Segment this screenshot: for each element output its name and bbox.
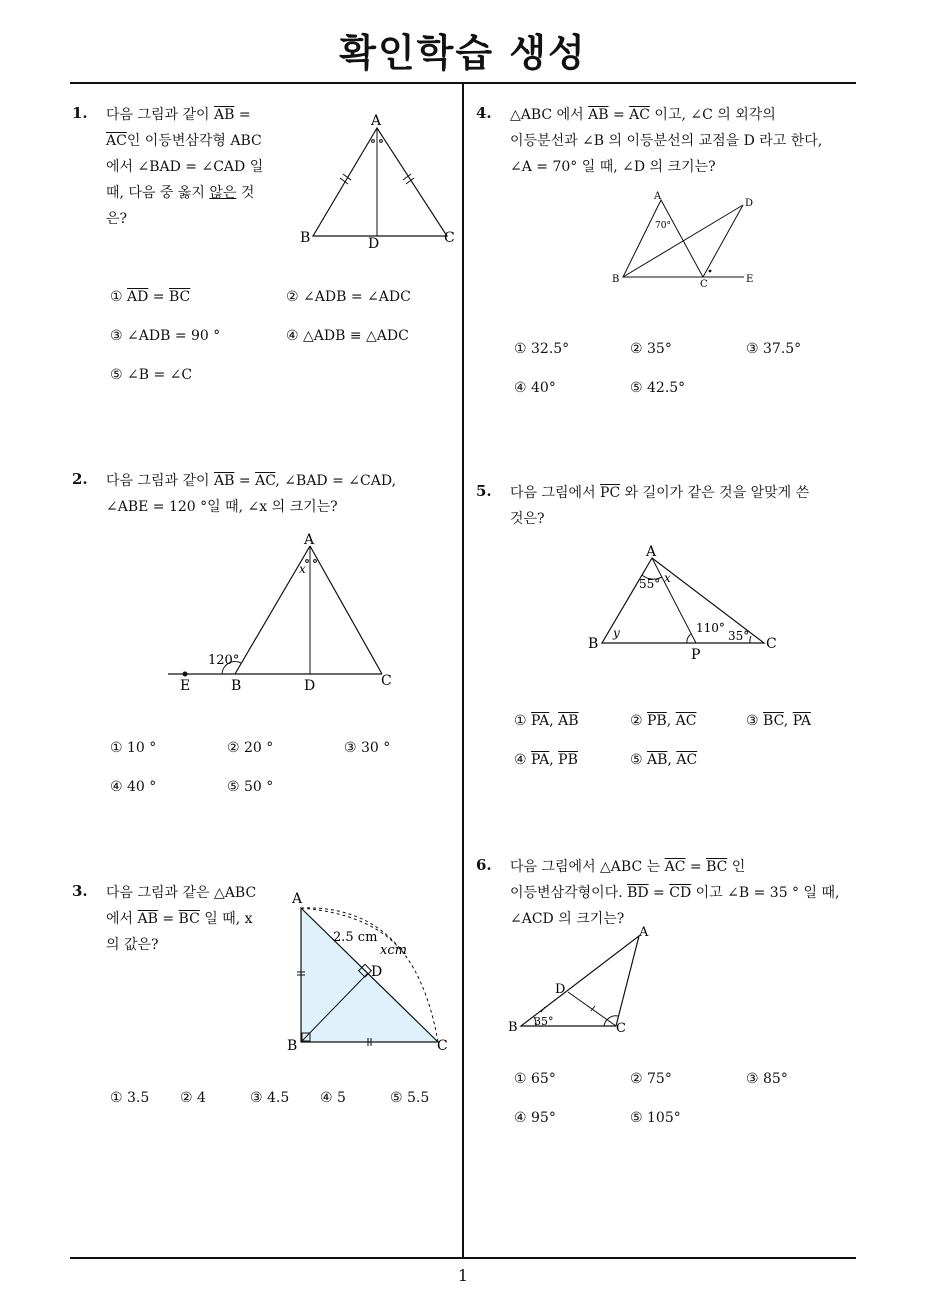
- q5-label-b: B: [588, 636, 599, 652]
- page-number: 1: [457, 1266, 469, 1285]
- q6-choice-5[interactable]: ⑤ 105°: [630, 1110, 681, 1126]
- q1-label-a: A: [371, 113, 382, 129]
- q2-label-c: C: [381, 673, 392, 689]
- q6-choice-4[interactable]: ④ 95°: [514, 1110, 556, 1126]
- q6-label-d: D: [555, 982, 566, 997]
- q6-label-a: A: [639, 925, 649, 940]
- q3-label-b: B: [287, 1038, 298, 1054]
- q1-label-c: C: [444, 230, 455, 246]
- q4-choice-3[interactable]: ③ 37.5°: [746, 341, 802, 357]
- q2-number: 2.: [72, 470, 88, 488]
- q1-figure: [296, 108, 466, 258]
- q3-number: 3.: [72, 882, 88, 900]
- bottom-divider: [70, 1257, 856, 1259]
- q1-label-b: B: [300, 230, 311, 246]
- q5-label-110: 110°: [696, 621, 725, 635]
- q6-label-angle: 35°: [534, 1015, 554, 1028]
- q5-choice-5[interactable]: ⑤ $\overline{AB}$, $\overline{AC}$: [630, 752, 698, 768]
- q6-number: 6.: [476, 856, 492, 874]
- q4-label-d: D: [745, 198, 754, 209]
- q1-choice-3[interactable]: ③ ∠ADB = 90 °: [110, 328, 221, 344]
- q5-label-y: y: [613, 626, 620, 640]
- q5-choice-4[interactable]: ④ $\overline{PA}$, $\overline{PB}$: [514, 752, 578, 768]
- q4-label-c: C: [700, 279, 708, 290]
- q6-choice-2[interactable]: ② 75°: [630, 1071, 672, 1087]
- q3-choice-3[interactable]: ③ 4.5: [250, 1090, 290, 1106]
- q1-choice-4[interactable]: ④ △ADB ≡ △ADC: [286, 328, 409, 344]
- q5-choice-2[interactable]: ② $\overline{PB}$, $\overline{AC}$: [630, 713, 697, 729]
- q1-choice-5[interactable]: ⑤ ∠B = ∠C: [110, 367, 193, 383]
- q4-label-b: B: [612, 274, 620, 285]
- q1-choice-1[interactable]: ① $\overline{AD} = \overline{BC}$: [110, 289, 191, 305]
- q4-choice-5[interactable]: ⑤ 42.5°: [630, 380, 686, 396]
- q2-label-angle: 120°: [208, 653, 240, 668]
- q5-choice-3[interactable]: ③ $\overline{BC}$, $\overline{PA}$: [746, 713, 811, 729]
- q5-figure: [584, 540, 784, 664]
- q4-label-e: E: [746, 274, 754, 285]
- q2-choice-4[interactable]: ④ 40 °: [110, 779, 157, 795]
- q3-choice-5[interactable]: ⑤ 5.5: [390, 1090, 430, 1106]
- q4-number: 4.: [476, 104, 492, 122]
- column-divider: [462, 82, 464, 1258]
- q4-text: △ABC 에서 $\overline{AB} = \overline{AC}$ 이고, ∠C 의 외각의 이등분선과 ∠B 의 이등분선의 교점을 D 라고 한다, ∠A = 70° 일 때, ∠D 의 크기는?: [510, 107, 823, 175]
- q2-label-e: E: [180, 678, 191, 694]
- q4-choice-2[interactable]: ② 35°: [630, 341, 672, 357]
- q5-text: 다음 그림에서 $\overline{PC}$ 와 길이가 같은 것을 알맞게 쓴 것은?: [510, 485, 810, 527]
- q5-label-35: 35°: [728, 629, 750, 643]
- q3-label-d: D: [371, 964, 383, 980]
- q1-choice-2[interactable]: ② ∠ADB = ∠ADC: [286, 289, 411, 305]
- q2-choice-2[interactable]: ② 20 °: [227, 740, 274, 756]
- q4-choice-1[interactable]: ① 32.5°: [514, 341, 570, 357]
- q5-label-c: C: [766, 636, 777, 652]
- q2-label-x: x: [299, 562, 306, 576]
- q2-label-a: A: [304, 532, 315, 548]
- q2-text: 다음 그림과 같이 $\overline{AB} = \overline{AC}$, ∠BAD = ∠CAD, ∠ABE = 120 °일 때, ∠x 의 크기는?: [106, 473, 397, 515]
- q4-label-angle: 70°: [655, 221, 671, 231]
- q4-figure: [606, 188, 766, 290]
- q6-choice-1[interactable]: ① 65°: [514, 1071, 556, 1087]
- q6-choice-3[interactable]: ③ 85°: [746, 1071, 788, 1087]
- q5-label-a: A: [646, 544, 657, 560]
- q3-choice-1[interactable]: ① 3.5: [110, 1090, 150, 1106]
- q5-choice-1[interactable]: ① $\overline{PA}$, $\overline{AB}$: [514, 713, 579, 729]
- q4-label-a: A: [654, 191, 662, 202]
- q1-label-d: D: [368, 236, 380, 252]
- q2-choice-3[interactable]: ③ 30 °: [344, 740, 391, 756]
- q3-figure: [284, 884, 456, 1060]
- q5-label-p: P: [691, 647, 701, 663]
- q2-choice-5[interactable]: ⑤ 50 °: [227, 779, 274, 795]
- q3-label-len1: 2.5 cm: [333, 930, 378, 945]
- q3-label-len2: xcm: [380, 943, 407, 958]
- q3-choice-4[interactable]: ④ 5: [320, 1090, 346, 1106]
- q3-text: 다음 그림과 같은 △ABC 에서 $\overline{AB} = \overline{BC}$ 일 때, x 의 값은?: [106, 885, 257, 953]
- q6-text: 다음 그림에서 △ABC 는 $\overline{AC} = \overline{BC}$ 인 이등변삼각형이다. $\overline{BD} = \overline{CD}$ 이고 ∠B = 35 ° 일 때, ∠ACD 의 크기는?: [510, 859, 840, 927]
- q2-figure: [160, 528, 410, 698]
- q4-choice-4[interactable]: ④ 40°: [514, 380, 556, 396]
- q3-label-c: C: [437, 1038, 448, 1054]
- q1-text: 다음 그림과 같이 $\overline{AB}$ = $\overline{AC}$인 이등변삼각형 ABC 에서 ∠BAD = ∠CAD 일 때, 다음 중 옳지 않은 것 은?: [106, 107, 264, 227]
- q3-choice-2[interactable]: ② 4: [180, 1090, 206, 1106]
- q2-label-b: B: [231, 678, 242, 694]
- q6-figure: [506, 922, 666, 1038]
- q1-number: 1.: [72, 104, 88, 122]
- q6-label-b: B: [508, 1020, 518, 1035]
- q5-label-x: x: [664, 571, 671, 585]
- q6-label-c: C: [616, 1021, 626, 1036]
- q2-choice-1[interactable]: ① 10 °: [110, 740, 157, 756]
- page-title: 확인학습 생성: [339, 31, 587, 75]
- q5-label-55: 55°: [639, 577, 661, 591]
- q5-number: 5.: [476, 482, 492, 500]
- q3-label-a: A: [292, 891, 303, 907]
- q2-label-d: D: [304, 678, 316, 694]
